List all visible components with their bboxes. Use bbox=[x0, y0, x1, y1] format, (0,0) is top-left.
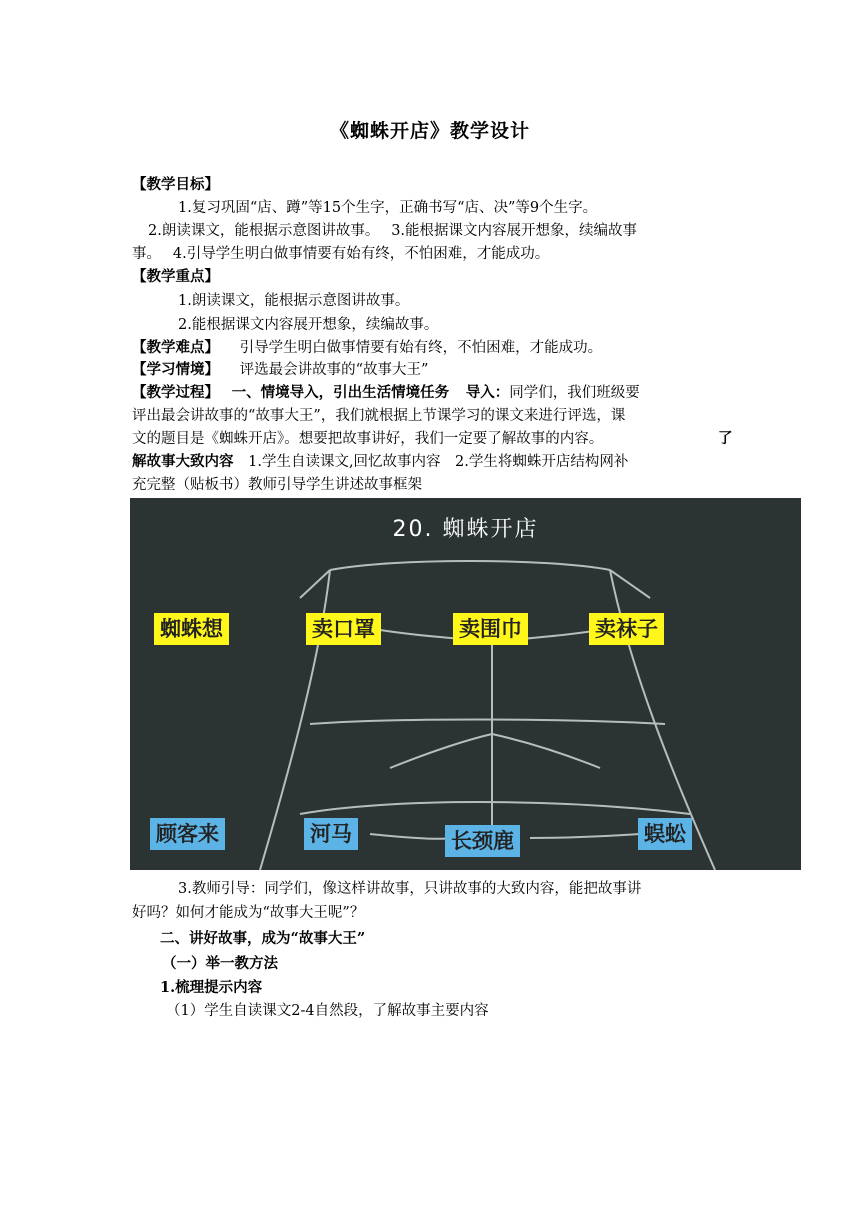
after-line-1: 3.教师引导：同学们，像这样讲故事，只讲故事的大致内容，能把故事讲 bbox=[178, 881, 642, 897]
process-bold-a: 了 bbox=[718, 430, 733, 447]
difficulty-text: 引导学生明白做事情要有始有终，不怕困难，才能成功。 bbox=[239, 340, 603, 356]
key-point-1: 1.朗读课文，能根据示意图讲故事。 bbox=[178, 293, 410, 309]
label-sell-scarves: 卖围巾 bbox=[453, 613, 528, 645]
process-heading: 【教学过程】 bbox=[132, 384, 219, 401]
intro-text: 同学们，我们班级要 bbox=[509, 385, 640, 401]
label-customers-come: 顾客来 bbox=[150, 818, 225, 850]
goals-line-2: 2.朗读课文，能根据示意图讲故事。 3.能根据课文内容展开想象，续编故事 bbox=[148, 223, 638, 239]
after-line-2: 好吗？如何才能成为“故事大王呢”？ bbox=[132, 905, 365, 921]
blackboard-image bbox=[130, 498, 801, 870]
process-row-1 bbox=[132, 382, 732, 404]
board-title: 20. 蜘蛛开店 bbox=[392, 517, 539, 542]
process-line-3: 文的题目是《蜘蛛开店》。想要把故事讲好，我们一定要了解故事的内容。 bbox=[132, 431, 604, 447]
process-row-3 bbox=[132, 428, 732, 450]
intro-label: 导入： bbox=[465, 384, 510, 401]
process-line-4: 1.学生自读课文,回忆故事内容 2.学生将蜘蛛开店结构网补 bbox=[248, 454, 629, 470]
section-2-heading: 二、讲好故事，成为“故事大王” bbox=[160, 930, 366, 947]
goals-line-3: 事。 4.引导学生明白做事情要有始有终，不怕困难，才能成功。 bbox=[132, 246, 550, 262]
process-bold-b: 解故事大致内容 bbox=[132, 453, 234, 470]
structure-web-lines bbox=[130, 498, 801, 870]
label-spider-thinks: 蜘蛛想 bbox=[154, 613, 229, 645]
goals-line-1: 1.复习巩固“店、蹲”等15个生字，正确书写“店、决”等9个生字。 bbox=[178, 200, 598, 216]
situation-text: 评选最会讲故事的“故事大王” bbox=[239, 362, 429, 378]
point-1-heading: 1.梳理提示内容 bbox=[160, 979, 263, 996]
label-sell-socks: 卖袜子 bbox=[589, 613, 664, 645]
process-row-4 bbox=[132, 451, 732, 473]
process-line-2: 评出最会讲故事的“故事大王”，我们就根据上节课学习的课文来进行评选，课 bbox=[132, 408, 626, 424]
key-points-heading: 【教学重点】 bbox=[132, 268, 219, 285]
situation-row bbox=[132, 359, 732, 381]
key-point-2: 2.能根据课文内容展开想象，续编故事。 bbox=[178, 317, 439, 333]
label-sell-masks: 卖口罩 bbox=[306, 613, 381, 645]
subsection-heading: （一）举一教方法 bbox=[162, 955, 278, 972]
situation-heading: 【学习情境】 bbox=[132, 361, 219, 378]
document-title: 《蜘蛛开店》教学设计 bbox=[329, 120, 530, 142]
difficulty-heading: 【教学难点】 bbox=[132, 339, 219, 356]
goals-heading: 【教学目标】 bbox=[132, 176, 219, 193]
label-giraffe: 长颈鹿 bbox=[445, 825, 520, 857]
process-line-5: 充完整（贴板书）教师引导学生讲述故事框架 bbox=[132, 477, 422, 493]
label-hippo: 河马 bbox=[304, 818, 358, 850]
process-sub1: 一、情境导入，引出生活情境任务 bbox=[231, 384, 450, 401]
point-1-text: （1）学生自读课文2-4自然段，了解故事主要内容 bbox=[166, 1003, 489, 1019]
difficulty-row bbox=[132, 337, 732, 359]
label-centipede: 蜈蚣 bbox=[638, 818, 692, 850]
